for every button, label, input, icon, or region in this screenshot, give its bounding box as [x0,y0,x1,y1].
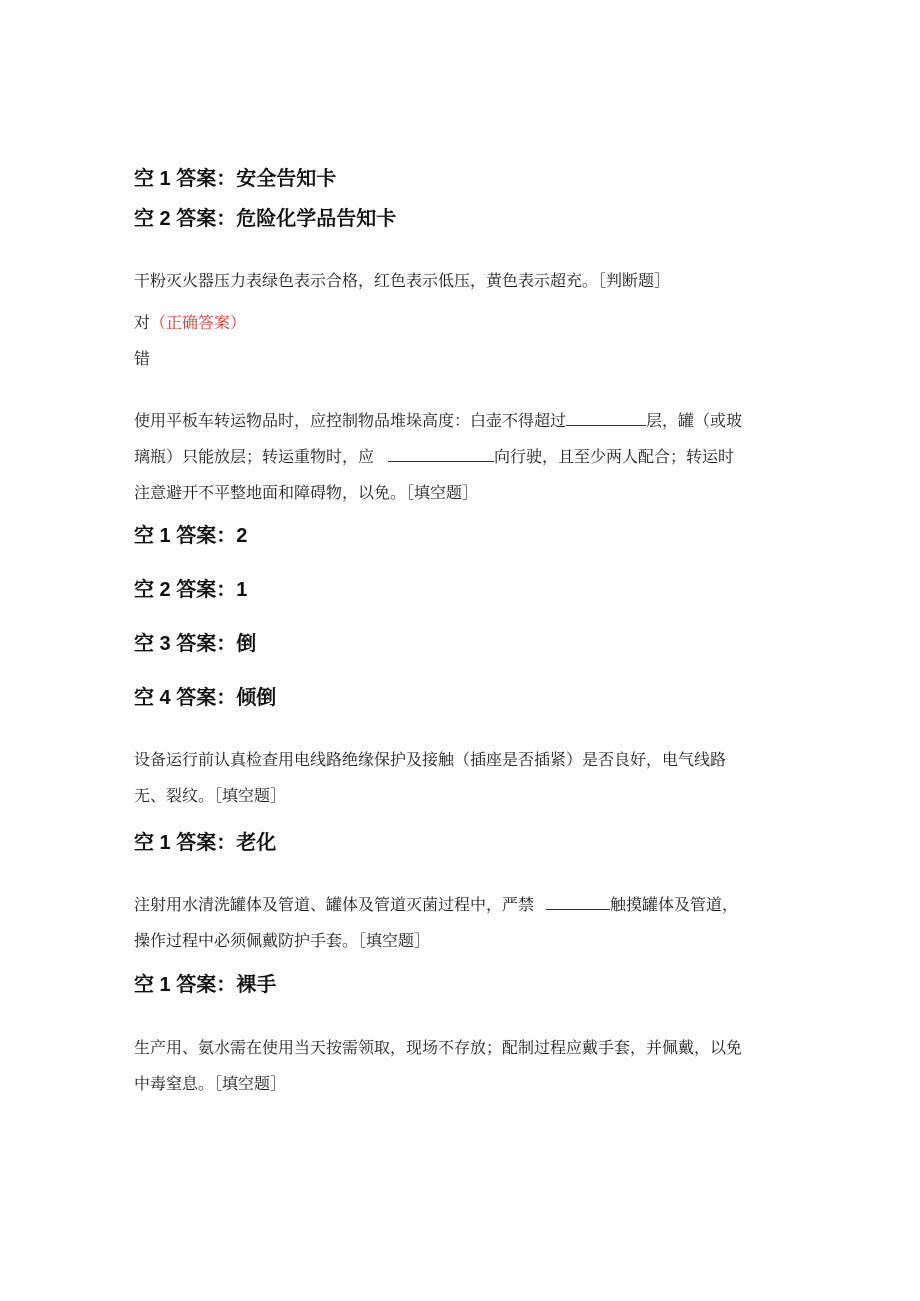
answer-label: 空 1 答案： [134,832,237,854]
question-true-false [134,263,794,299]
question-fill-blank-sterilization [134,887,794,959]
answer-line [134,829,276,857]
answer-blank [388,443,494,462]
answer-value: 老化 [236,832,277,854]
answer-line [134,971,276,999]
question-fill-blank-ammonia [134,1030,794,1102]
answer-line [134,165,336,193]
answer-line [134,522,247,550]
answer-line [134,576,247,604]
correct-answer-mark: （正确答案） [150,313,247,332]
question-text: 璃瓶）只能放层；转运重物时，应 [134,447,375,466]
answer-value: 倒 [236,633,257,655]
question-line: 无、裂纹。［填空题］ [134,786,287,805]
answer-label: 空 4 答案： [134,687,237,709]
option-true[interactable] [134,309,246,337]
answer-label: 空 1 答案： [134,168,237,190]
question-line: 中毒窒息。［填空题］ [134,1074,287,1093]
answer-value: 裸手 [236,974,277,996]
answer-value: 倾倒 [236,687,277,709]
question-line: 生产用、氨水需在使用当天按需领取，现场不存放；配制过程应戴手套，并佩戴，以免 [134,1038,743,1057]
answer-label: 空 1 答案： [134,974,237,996]
question-text: 注射用水清洗罐体及管道、罐体及管道灭菌过程中，严禁 [134,895,535,914]
question-line [134,887,794,923]
answer-value: 1 [236,579,248,601]
answer-label: 空 3 答案： [134,633,237,655]
answer-line [134,205,396,233]
answer-blank [566,407,646,426]
question-line: 操作过程中必须佩戴防护手套。［填空题］ [134,931,431,950]
question-text: 干粉灭火器压力表绿色表示合格，红色表示低压，黄色表示超充。［判断题］ [134,271,671,290]
option-label: 错 [134,349,151,368]
question-fill-blank-cart [134,403,794,511]
question-text: 使用平板车转运物品时，应控制物品堆垛高度：白壶不得超过 [134,411,567,430]
question-line [134,439,794,475]
question-text: 触摸罐体及管道， [610,895,739,914]
question-text: 层，罐（或玻 [646,411,743,430]
answer-label: 空 2 答案： [134,208,237,230]
option-false[interactable] [134,345,150,373]
question-fill-blank-electrical [134,742,794,814]
answer-blank [546,891,610,910]
answer-value: 危险化学品告知卡 [236,208,397,230]
question-line [134,403,794,439]
answer-line [134,684,276,712]
question-line: 设备运行前认真检查用电线路绝缘保护及接触（插座是否插紧）是否良好，电气线路 [134,750,727,769]
answer-value: 安全告知卡 [236,168,337,190]
answer-value: 2 [236,525,248,547]
answer-label: 空 2 答案： [134,579,237,601]
question-line: 注意避开不平整地面和障碍物，以免。［填空题］ [134,483,479,502]
answer-label: 空 1 答案： [134,525,237,547]
answer-line [134,630,256,658]
option-label: 对 [134,313,151,332]
question-text: 向行驶，且至少两人配合；转运时 [494,447,735,466]
